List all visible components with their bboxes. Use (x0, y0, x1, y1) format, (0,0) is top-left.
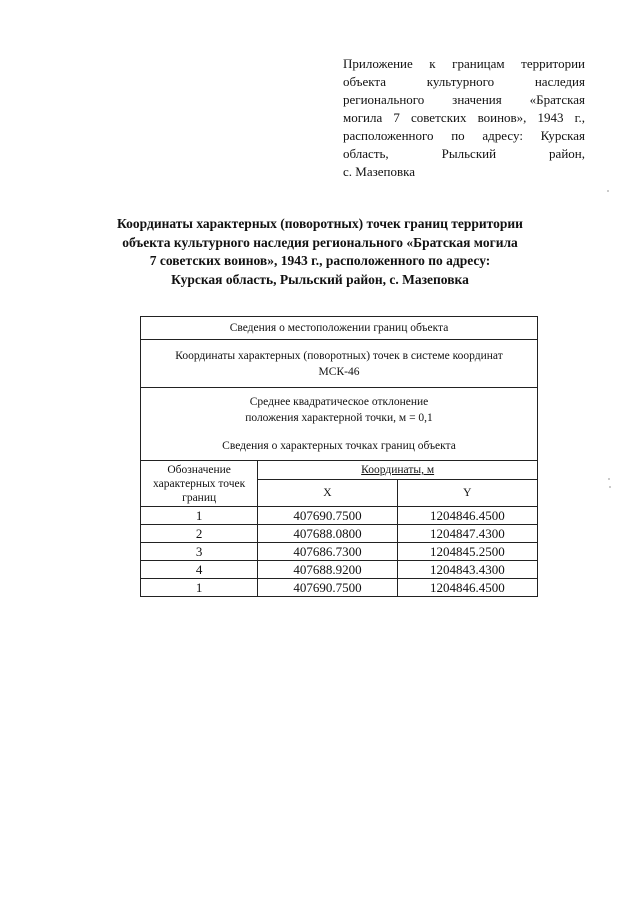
x-value: 407690.7500 (258, 579, 397, 597)
appendix-note (343, 55, 585, 181)
x-value: 407688.9200 (258, 561, 397, 579)
appendix-line: объекта культурного наследия (343, 74, 585, 89)
appendix-line: могила 7 советских воинов», 1943 г., (343, 110, 585, 125)
title-line: Курская область, Рыльский район, с. Мазеповка (171, 271, 469, 287)
table-row (141, 317, 538, 340)
point-column-header-line: границ (182, 491, 217, 504)
document-title (90, 215, 550, 289)
title-line: 7 советских воинов», 1943 г., расположенного по адресу: (149, 253, 491, 268)
appendix-line: регионального значения «Братская (343, 92, 585, 107)
point-id: 4 (141, 561, 258, 579)
coordinates-header-label: Координаты, м (361, 464, 435, 476)
coordinate-system-text: Координаты характерных (поворотных) точек в системе координат (175, 349, 503, 362)
y-value: 1204846.4500 (397, 579, 537, 597)
scan-speck (607, 190, 609, 192)
point-column-header (141, 461, 258, 507)
coordinates-table (140, 316, 538, 597)
appendix-line: Приложение к границам территории (343, 56, 585, 71)
point-id: 1 (141, 507, 258, 525)
accuracy-value: положения характерной точки, м = 0,1 (245, 412, 433, 424)
title-line: Координаты характерных (поворотных) точек границ территории (117, 216, 523, 231)
table-row (141, 561, 538, 579)
point-id: 3 (141, 543, 258, 561)
x-value: 407690.7500 (258, 507, 397, 525)
title-line: объекта культурного наследия регионального «Братская могила (122, 234, 518, 250)
table-row (141, 525, 538, 543)
table-row (141, 579, 538, 597)
table-row (141, 461, 538, 480)
point-id: 2 (141, 525, 258, 543)
point-column-header-line: Обозначение (167, 463, 231, 476)
y-value: 1204847.4300 (397, 525, 537, 543)
x-value: 407686.7300 (258, 543, 397, 561)
coordinate-system-name: МСК-46 (318, 365, 360, 378)
scan-speck (608, 478, 610, 480)
y-value: 1204846.4500 (397, 507, 537, 525)
x-header: X (258, 480, 397, 507)
coordinate-system-cell (141, 340, 538, 388)
coordinates-header (258, 461, 538, 480)
accuracy-text: Среднее квадратическое отклонение (249, 396, 429, 408)
y-value: 1204843.4300 (397, 561, 537, 579)
appendix-line: с. Мазеповка (343, 164, 415, 179)
y-header: Y (397, 480, 537, 507)
points-header: Сведения о характерных точках границ объекта (222, 440, 456, 452)
appendix-line: расположенного по адресу: Курская (343, 128, 585, 143)
y-value: 1204845.2500 (397, 543, 537, 561)
point-id: 1 (141, 579, 258, 597)
scan-speck (609, 486, 611, 488)
table-row (141, 388, 538, 461)
table-row (141, 340, 538, 388)
table-row (141, 507, 538, 525)
accuracy-cell (141, 388, 538, 461)
appendix-line: область, Рыльский район, (343, 146, 585, 161)
point-column-header-line: характерных точек (153, 477, 246, 490)
x-value: 407688.0800 (258, 525, 397, 543)
table-row (141, 543, 538, 561)
location-header: Сведения о местоположении границ объекта (141, 317, 538, 340)
